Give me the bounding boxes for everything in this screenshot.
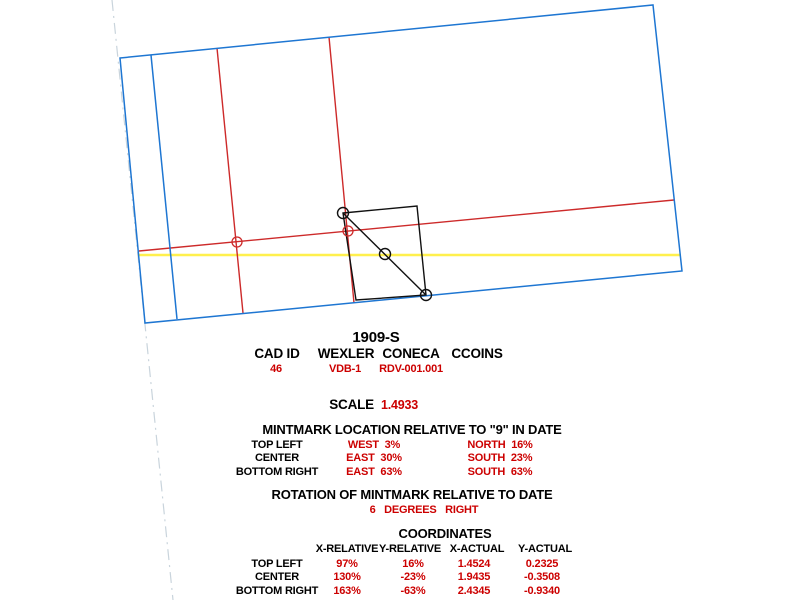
rotation-value: 6 DEGREES RIGHT [369, 504, 479, 516]
column-header-y-actual: Y-ACTUAL [517, 543, 572, 555]
attribution-value-coneca: RDV-001.001 [379, 363, 443, 375]
column-header-y-relative: Y-RELATIVE [379, 543, 441, 555]
coordinates-row-label: TOP LEFT [251, 558, 303, 570]
coin-variety-title: 1909-S [352, 329, 400, 346]
scale-value: 1.4933 [381, 398, 419, 412]
attribution-value-wexler: VDB-1 [328, 363, 361, 375]
y-actual-value: -0.9340 [524, 585, 560, 597]
y-actual-value: -0.3508 [524, 571, 560, 583]
location-north-south-value: NORTH 16% [467, 439, 533, 451]
location-east-west-value: EAST 63% [346, 466, 402, 478]
scale-label: SCALE [329, 397, 374, 412]
y-relative-value: -23% [400, 571, 426, 583]
x-relative-value: 163% [333, 585, 361, 597]
y-relative-value: -63% [400, 585, 426, 597]
mintmark-outline [343, 206, 426, 300]
rotation-heading: ROTATION OF MINTMARK RELATIVE TO DATE [271, 487, 553, 502]
location-north-south-value: SOUTH 63% [467, 466, 533, 478]
design-boundary-outline [120, 5, 682, 323]
x-actual-value: 1.4524 [457, 558, 491, 570]
mintmark-location-heading: MINTMARK LOCATION RELATIVE TO "9" IN DATE [262, 422, 562, 437]
location-row-label: CENTER [254, 452, 300, 464]
attribution-header-coneca: CONECA [382, 346, 440, 361]
attribution-value-cad-id: 46 [270, 363, 282, 375]
attribution-header-wexler: WEXLER [317, 346, 375, 361]
column-header-x-actual: X-ACTUAL [449, 543, 505, 555]
coordinates-heading: COORDINATES [398, 526, 492, 541]
location-row-label: BOTTOM RIGHT [235, 466, 319, 478]
y-relative-value: 16% [402, 558, 424, 570]
x-actual-value: 1.9435 [457, 571, 491, 583]
location-east-west-value: EAST 30% [346, 452, 402, 464]
x-relative-value: 130% [333, 571, 361, 583]
column-header-x-relative: X-RELATIVE [315, 543, 379, 555]
attribution-header-cad-id: CAD ID [254, 346, 300, 361]
x-relative-value: 97% [336, 558, 358, 570]
location-north-south-value: SOUTH 23% [467, 452, 533, 464]
x-actual-value: 2.4345 [457, 585, 491, 597]
attribution-header-ccoins: CCOINS [451, 346, 503, 361]
coordinates-row-label: BOTTOM RIGHT [235, 585, 319, 597]
design-inner-vertical-line [151, 55, 177, 319]
coordinates-row-label: CENTER [254, 571, 300, 583]
y-actual-value: 0.2325 [525, 558, 559, 570]
location-row-label: TOP LEFT [251, 439, 303, 451]
location-east-west-value: WEST 3% [347, 439, 401, 451]
date-reference-vertical-left-line [217, 48, 243, 313]
